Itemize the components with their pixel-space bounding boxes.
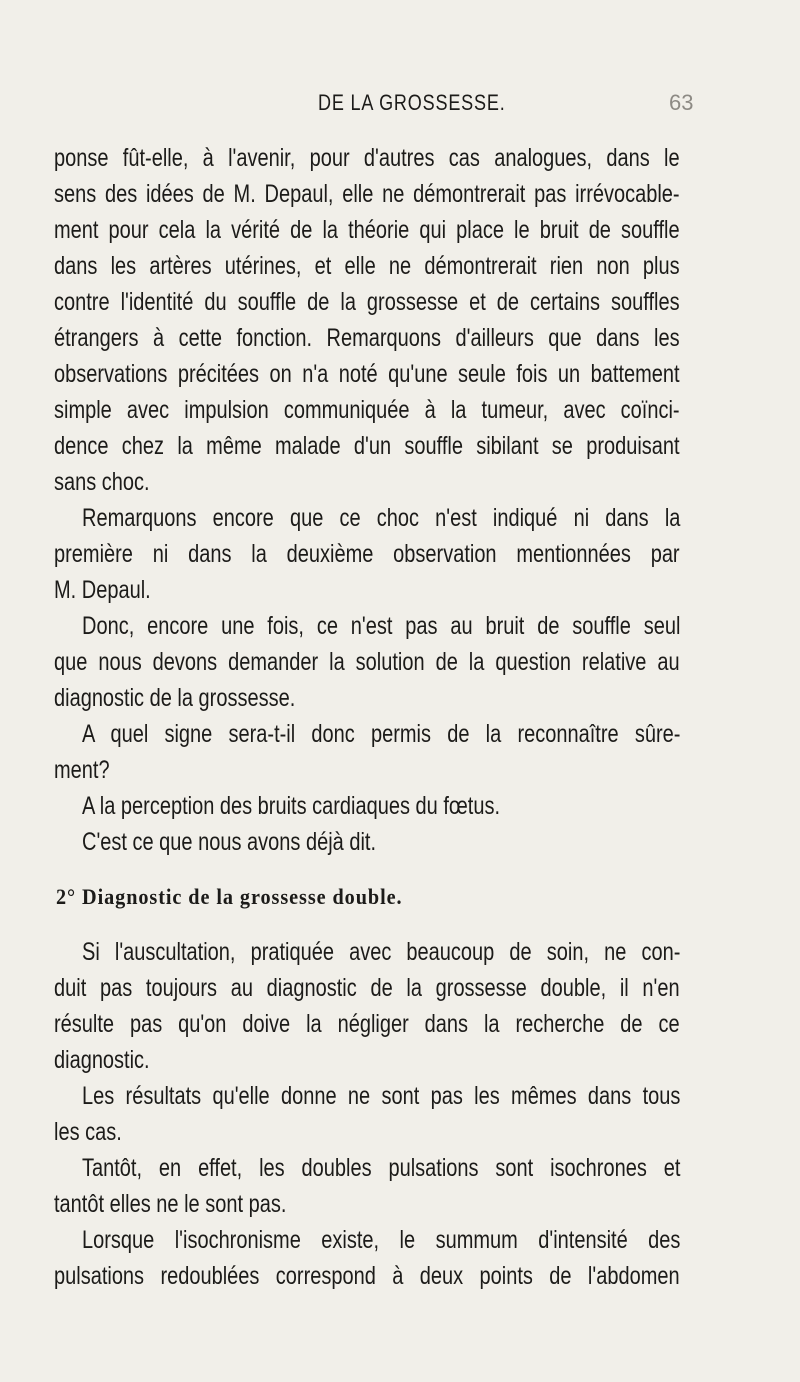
text-line: Tantôt, en effet, les doubles pulsations sont isochrones et [82,1154,681,1182]
text-line: sens des idées de M. Depaul, elle ne démontrerait pas irrévocable- [54,180,680,208]
text-line: M. Depaul. [54,576,151,604]
running-title: DE LA GROSSESSE. [318,90,506,115]
text-line: Remarquons encore que ce choc n'est indiqué ni dans la [82,504,681,532]
text-line: pulsations redoublées correspond à deux points de l'abdomen [54,1262,680,1290]
text-line: Les résultats qu'elle donne ne sont pas les mêmes dans tous [82,1082,681,1110]
text-line: observations précitées on n'a noté qu'une seule fois un battement [54,360,680,388]
text-line: A quel signe sera-t-il donc permis de la reconnaître sûre- [82,720,681,748]
text-line: diagnostic de la grossesse. [54,684,296,712]
text-line: que nous devons demander la solution de la question relative au [54,648,680,676]
text-line: les cas. [54,1118,122,1146]
text-line: simple avec impulsion communiquée à la tumeur, avec coïnci- [54,396,680,424]
text-line: A la perception des bruits cardiaques du fœtus. [82,792,501,820]
text-line: ment? [54,756,110,784]
text-line: diagnostic. [54,1046,150,1074]
text-line: première ni dans la deuxième observation mentionnées par [54,540,680,568]
text-line: C'est ce que nous avons déjà dit. [82,828,377,856]
page-number: 63 [669,90,694,115]
text-line: étrangers à cette fonction. Remarquons d'ailleurs que dans les [54,324,680,352]
text-line: Si l'auscultation, pratiquée avec beaucoup de soin, ne con- [82,938,681,966]
text-line: dence chez la même malade d'un souffle sibilant se produisant [54,432,680,460]
text-line: Donc, encore une fois, ce n'est pas au bruit de souffle seul [82,612,681,640]
text-line: tantôt elles ne le sont pas. [54,1190,287,1218]
text-line: dans les artères utérines, et elle ne démontrerait rien non plus [54,252,680,280]
section-heading: 2° Diagnostic de la grossesse double. [56,884,403,909]
text-line: duit pas toujours au diagnostic de la grossesse double, il n'en [54,974,680,1002]
text-line: sans choc. [54,468,150,496]
text-line: ment pour cela la vérité de la théorie qui place le bruit de souffle [54,216,680,244]
running-head [0,90,800,120]
text-line: Lorsque l'isochronisme existe, le summum d'intensité des [82,1226,681,1254]
text-line: résulte pas qu'on doive la négliger dans la recherche de ce [54,1010,680,1038]
text-line: contre l'identité du souffle de la grossesse et de certains souffles [54,288,680,316]
text-line: ponse fût-elle, à l'avenir, pour d'autres cas analogues, dans le [54,144,680,172]
